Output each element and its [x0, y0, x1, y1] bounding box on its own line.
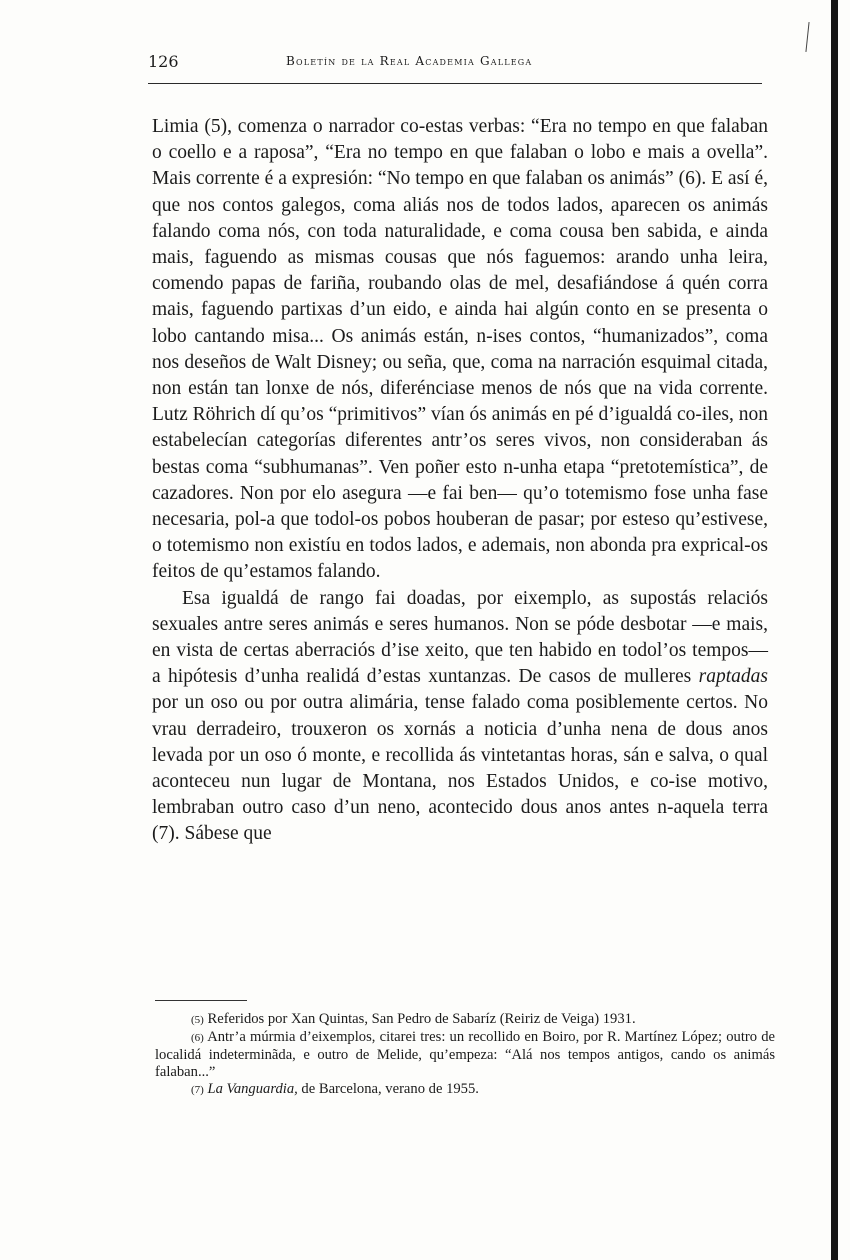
page-number: 126 [148, 52, 179, 71]
paragraph-2-text-a: Esa igualdá de rango fai doadas, por eixemplo, as supostás relaciós sexuales antre seres animás e seres humanos. Non se póde desbotar —e mais, en vista de certas aberraciós d’ise xeito, que ten habido en todol’os tempos— a hipótesis d’unha realidá d’estas xuntanzas. De casos de mulleres [152, 587, 768, 688]
paragraph-1 [152, 114, 768, 586]
main-text [152, 114, 768, 848]
header-rule [148, 83, 762, 84]
scan-edge-shadow [831, 0, 838, 1260]
footnote-5-text: Referidos por Xan Quintas, San Pedro de Sabaríz (Reiriz de Veiga) 1931. [207, 1011, 636, 1027]
scan-mark [805, 22, 809, 52]
footnote-7-mark: (7) [191, 1084, 204, 1096]
paragraph-1-text: Limia (5), comenza o narrador co-estas verbas: “Era no tempo en que falaban o coello e a raposa”, “Era no tempo en que falaban o lobo e mais a ovella”. Mais corrente é a expresión: “No tempo en que falaban os animás” (6). E así é, que nos contos galegos, coma aliás nos de todos lados, aparecen os animás falando coma nós, con toda naturalidade, e coma cousa ben sabida, e ainda mais, faguendo as mismas cousas que nós faguemos: arando unha leira, comendo papas de fariña, roubando olas de mel, desafiándose á quén corra mais, faguendo partixas d’un eido, e ainda hai algún conto en se presenta o lobo cantando misa... Os animás están, n-ises contos, “humanizados”, coma nos deseños de Walt Disney; ou seña, que, coma na narración esquimal citada, non están tan lonxe de nós, diferénciase menos de nós que na vida corrente. Lutz Röhrich dí qu’os “primitivos” vían ós animás en pé d’igualdá co-iles, non estabelecían categorías diferentes antr’os seres vivos, non consideraban ás bestas coma “subhumanas”. Ven poñer esto n-unha etapa “pretotemística”, de cazadores. Non por elo asegura —e fai ben— qu’o totemismo fose unha fase necesaria, pol-a que todol-os pobos houberan de pasar; por esteso qu’estivese, o totemismo non existíu en todos lados, e ademais, non abonda pra exprical-os feitos de qu’estamos falando. [152, 116, 768, 583]
journal-title: Boletín de la Real Academia Gallega [286, 54, 533, 68]
footnote-5 [155, 1011, 775, 1029]
footnote-7-italic: La Vanguardia, [207, 1081, 298, 1097]
footnote-6-text: Antr’a múrmia d’eixemplos, citarei tres: un recollido en Boiro, por R. Martínez López; outro de localidá indeterminãda, e outro de Melide, qu’empeza: “Alá nos tempos antigos, cando os animás falaban...” [155, 1029, 775, 1080]
paragraph-2 [152, 586, 768, 848]
paragraph-2-text-b: por un oso ou por outra alimária, tense falado coma posiblemente certos. No vrau derradeiro, trouxeron os xornás a noticia d’unha nena de dous anos levada por un oso ó monte, e recollida ás vintetantas horas, sán e salva, o qual aconteceu nun lugar de Montana, nos Estados Unidos, e co-ise motivo, lembraban outro caso d’un neno, acontecido dous anos antes n-aquela terra (7). Sábese que [152, 692, 768, 845]
footnote-7 [155, 1081, 775, 1099]
footnote-6 [155, 1029, 775, 1081]
footnotes [155, 1011, 775, 1099]
footnote-6-mark: (6) [191, 1032, 204, 1044]
running-head [148, 52, 760, 76]
footnote-5-mark: (5) [191, 1014, 204, 1026]
footnote-rule [155, 1000, 247, 1001]
paragraph-2-italic: raptadas [698, 666, 768, 688]
footnote-7-text: de Barcelona, verano de 1955. [301, 1081, 479, 1097]
